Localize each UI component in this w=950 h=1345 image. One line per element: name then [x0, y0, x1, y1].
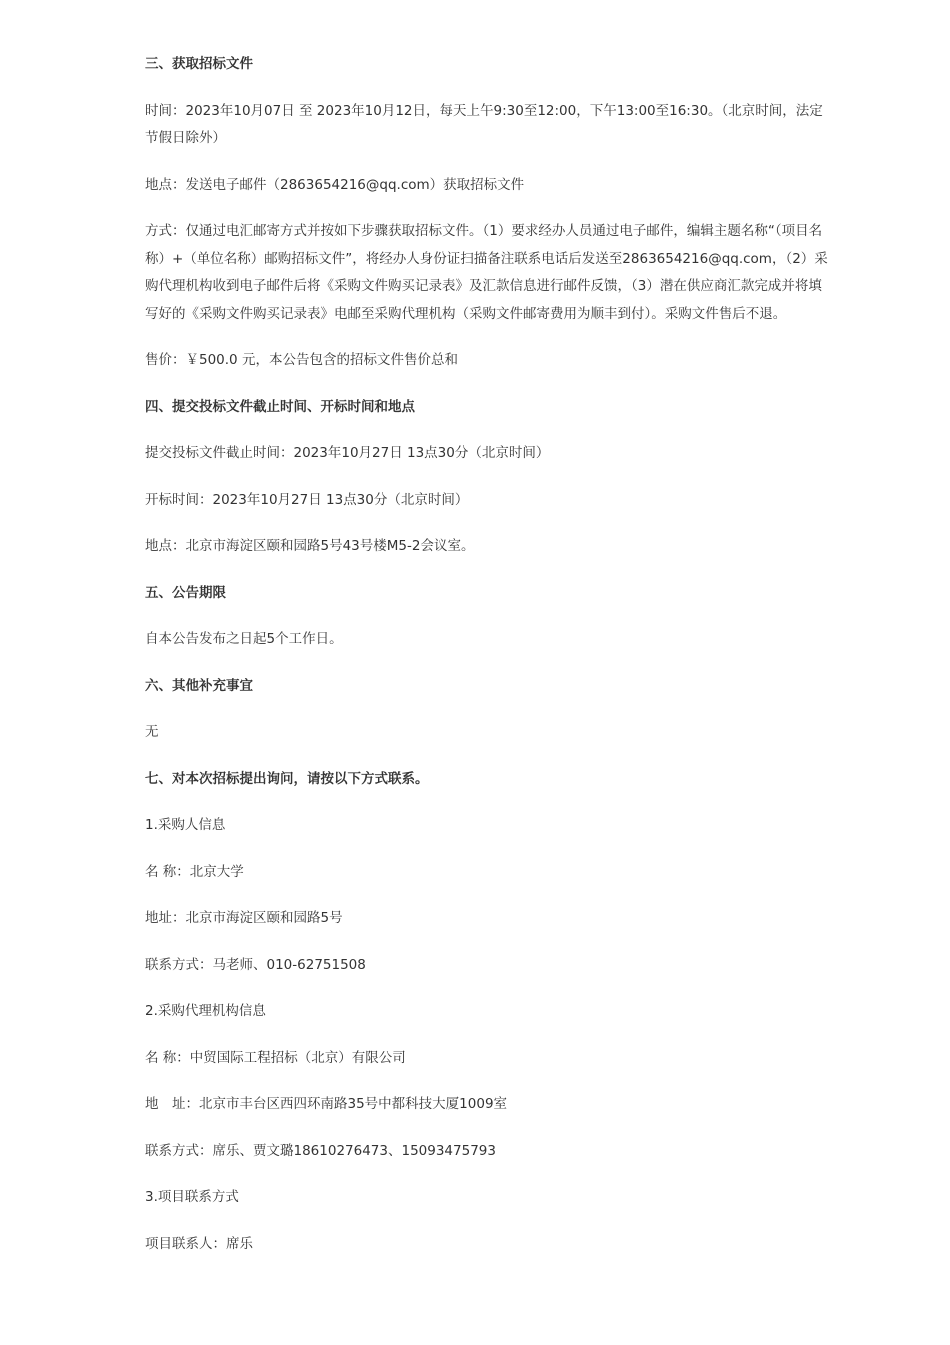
notice-period-text: 自本公告发布之日起5个工作日。 [145, 631, 343, 647]
section-heading-deadline: 四、提交投标文件截止时间、开标时间和地点 [145, 398, 415, 415]
agency-info-title: 2.采购代理机构信息 [145, 1003, 266, 1019]
opening-time: 开标时间：2023年10月27日 13点30分（北京时间） [145, 491, 469, 508]
other-matters-text: 无 [145, 724, 159, 740]
agency-contact: 联系方式：席乐、贾文璐18610276473、15093475793 [145, 1142, 496, 1159]
agency-name: 名 称：中贸国际工程招标（北京）有限公司 [145, 1049, 406, 1066]
submission-deadline: 提交投标文件截止时间：2023年10月27日 13点30分（北京时间） [145, 445, 550, 461]
purchaser-name: 名 称：北京大学 [145, 863, 244, 880]
purchaser-info-title: 1.采购人信息 [145, 817, 226, 833]
agency-address: 地 址：北京市丰台区西四环南路35号中都科技大厦1009室 [145, 1096, 508, 1112]
obtain-time: 时间：2023年10月07日 至 2023年10月12日，每天上午9:30至12:00，下午13:00至16:30。（北京时间，法定节假日除外） [145, 102, 823, 146]
section-heading-obtain-documents: 三、获取招标文件 [145, 56, 253, 72]
section-heading-notice-period: 五、公告期限 [145, 584, 226, 601]
section-heading-contact: 七、对本次招标提出询问，请按以下方式联系。 [145, 770, 429, 787]
purchaser-address: 地址：北京市海淀区颐和园路5号 [145, 910, 343, 926]
obtain-method: 方式：仅通过电汇邮寄方式并按如下步骤获取招标文件。（1）要求经办人员通过电子邮件，编辑主题名称“（项目名称）+（单位名称）邮购招标文件”，将经办人身份证扫描备注联系电话后发送至2863654216@qq.com，（2）采购代理机构收到电子邮件后将《采购文件购买记录表》及汇款信息进行邮件反馈，（3）潜在供应商汇款完成并将填写好的《采购文件购买记录表》电邮至采购代理机构（采购文件邮寄费用为顺丰到付）。采购文件售后不退。 [145, 223, 828, 322]
opening-location: 地点：北京市海淀区颐和园路5号43号楼M5-2会议室。 [145, 538, 475, 554]
document-price: 售价：￥500.0 元，本公告包含的招标文件售价总和 [145, 352, 458, 368]
section-heading-other-matters: 六、其他补充事宜 [145, 677, 253, 694]
obtain-location: 地点：发送电子邮件（2863654216@qq.com）获取招标文件 [145, 176, 525, 193]
announcement-content [145, 51, 835, 1277]
purchaser-contact: 联系方式：马老师、010-62751508 [145, 956, 366, 973]
project-contact-title: 3.项目联系方式 [145, 1189, 239, 1205]
project-contact-person: 项目联系人：席乐 [145, 1235, 253, 1252]
